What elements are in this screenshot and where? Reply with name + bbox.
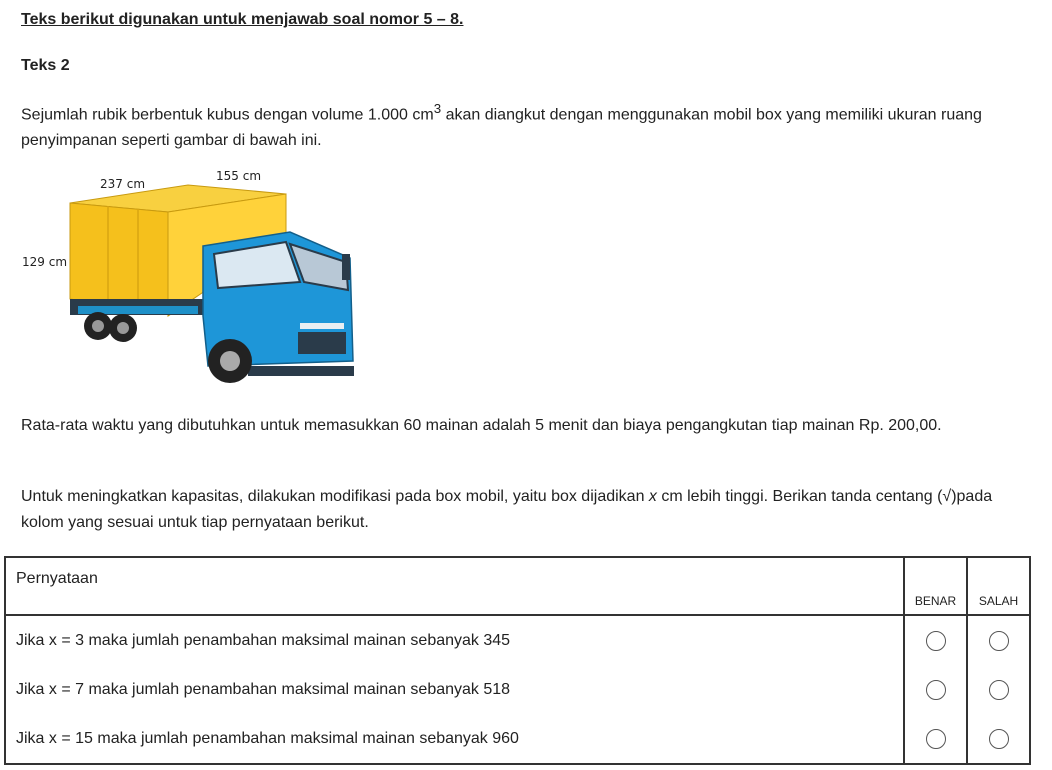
heading: Teks berikut digunakan untuk menjawab soal nomor 5 – 8.: [21, 11, 464, 28]
header-statement: Pernyataan: [5, 557, 904, 615]
box-side: [70, 203, 168, 314]
statement-text: Jika x = 3 maka jumlah penambahan maksimal mainan sebanyak 345: [5, 615, 904, 665]
statement-table: [4, 556, 1031, 765]
intro-text-a: Sejumlah rubik berbentuk kubus dengan volume 1.000 cm: [21, 106, 434, 124]
radio-benar[interactable]: [926, 680, 946, 700]
radio-salah[interactable]: [989, 680, 1009, 700]
intro-text-b: akan diangkut dengan menggunakan mobil box yang memiliki ukuran ruang penyimpanan seperti gambar di bawah ini.: [21, 106, 982, 150]
salah-cell: [967, 714, 1030, 764]
header-salah: SALAH: [967, 557, 1030, 615]
variable-x: x: [648, 488, 657, 505]
benar-cell: [904, 714, 967, 764]
truck-figure: [18, 166, 358, 398]
salah-cell: [967, 615, 1030, 665]
header-benar: BENAR: [904, 557, 967, 615]
paragraph-time-cost: Rata-rata waktu yang dibutuhkan untuk memasukkan 60 mainan adalah 5 menit dan biaya pengangkutan tiap mainan Rp. 200,00.: [21, 417, 942, 434]
benar-cell: [904, 615, 967, 665]
dim-length-label: 237 cm: [100, 177, 146, 191]
table-row: [5, 714, 1030, 764]
statement-text: Jika x = 15 maka jumlah penambahan maksimal mainan sebanyak 960: [5, 714, 904, 764]
table-row: [5, 615, 1030, 665]
radio-benar[interactable]: [926, 631, 946, 651]
dim-width-label: 155 cm: [216, 169, 262, 183]
intro-paragraph: [21, 96, 1021, 154]
statement-text: Jika x = 7 maka jumlah penambahan maksimal mainan sebanyak 518: [5, 665, 904, 714]
table-row: [5, 665, 1030, 714]
dim-height-label: 129 cm: [22, 255, 68, 269]
paragraph-instruction: [21, 484, 1021, 536]
radio-salah[interactable]: [989, 729, 1009, 749]
salah-cell: [967, 665, 1030, 714]
benar-cell: [904, 665, 967, 714]
text-title: Teks 2: [21, 57, 70, 74]
instruction-text-b: cm lebih tinggi. Berikan tanda centang (√)pada kolom yang sesuai untuk tiap pernyataan berikut.: [21, 488, 993, 531]
instruction-text-a: Untuk meningkatkan kapasitas, dilakukan modifikasi pada box mobil, yaitu box dijadikan: [21, 488, 649, 505]
grille: [298, 332, 346, 354]
superscript: 3: [433, 101, 442, 116]
table-header: [5, 557, 1030, 615]
radio-salah[interactable]: [989, 631, 1009, 651]
radio-benar[interactable]: [926, 729, 946, 749]
